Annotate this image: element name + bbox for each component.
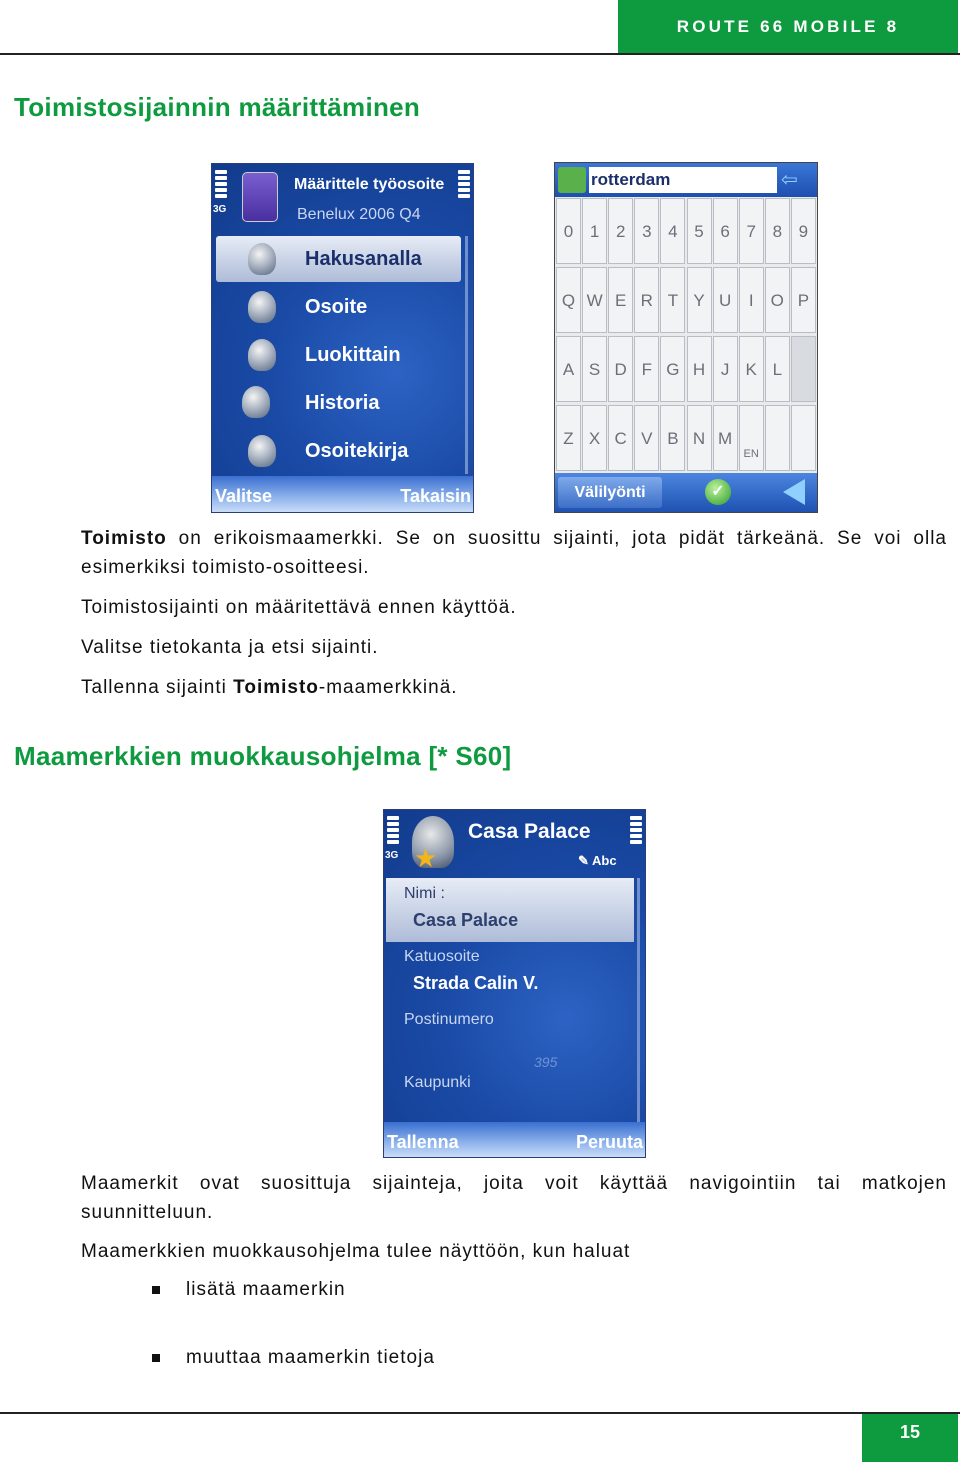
paragraph-office-required: Toimistosijainti on määritettävä ennen käyttöä.	[81, 597, 517, 618]
header-rule	[0, 53, 960, 55]
paragraph-landmarks-intro: Maamerkit ovat suosittuja sijainteja, joita voit käyttää navigointiin tai matkojen suunnitteluun.	[81, 1173, 947, 1223]
menu-item-contacts[interactable]: Osoitekirja	[305, 440, 409, 462]
key[interactable]: J	[713, 336, 738, 402]
search-input[interactable]: rotterdam	[589, 167, 777, 193]
section-heading-office: Toimistosijainnin määrittäminen	[14, 92, 421, 122]
paragraph-office-intro: Toimisto on erikoismaamerkki. Se on suosittu sijainti, jota pidät tärkeänä. Se voi olla esimerkiksi toimisto-osoitteesi.	[81, 528, 947, 578]
key[interactable]: H	[687, 336, 712, 402]
header-title: ROUTE 66 MOBILE 8 Käyttöohje	[618, 0, 958, 53]
key[interactable]: V	[634, 405, 659, 471]
menu-item-category[interactable]: Luokittain	[305, 344, 401, 366]
field-input-name[interactable]: Casa Palace	[413, 910, 519, 930]
paragraph-landmark-editor-when: Maamerkkien muokkausohjelma tulee näyttöön, kun haluat	[81, 1241, 631, 1262]
key[interactable]: T	[660, 267, 685, 333]
softkey-save[interactable]: Tallenna	[387, 1132, 459, 1152]
address-book-icon	[242, 172, 278, 222]
key[interactable]	[765, 405, 790, 471]
address-icon	[248, 291, 276, 323]
search-icon	[558, 167, 586, 193]
bullet-add-landmark: lisätä maamerkin	[186, 1279, 346, 1300]
network-label: 3G	[213, 204, 227, 215]
key[interactable]: EN	[739, 405, 764, 471]
signal-icon	[387, 814, 399, 846]
softkey-cancel[interactable]: Peruuta	[575, 1132, 643, 1152]
key[interactable]: K	[739, 336, 764, 402]
category-icon	[248, 339, 276, 371]
pen-icon: ✎	[578, 853, 593, 868]
field-label-postcode: Postinumero	[404, 1011, 494, 1028]
key[interactable]: L	[765, 336, 790, 402]
confirm-icon[interactable]: ✓	[705, 479, 731, 505]
key[interactable]: U	[713, 267, 738, 333]
history-icon	[242, 386, 270, 418]
phone-screen-keyboard	[554, 162, 818, 513]
field-label-city: Kaupunki	[404, 1074, 471, 1091]
paragraph-save-office: Tallenna sijainti Toimisto-maamerkkinä.	[81, 677, 458, 698]
key[interactable]	[791, 336, 816, 402]
key[interactable]: Y	[687, 267, 712, 333]
bullet-marker	[152, 1354, 160, 1362]
star-icon: ★	[414, 843, 438, 873]
field-label-street: Katuosoite	[404, 948, 480, 965]
space-key[interactable]: Välilyönti	[558, 477, 662, 508]
battery-icon	[630, 814, 642, 846]
key[interactable]: M	[713, 405, 738, 471]
menu-item-keyword[interactable]: Hakusanalla	[305, 248, 422, 270]
scrollbar[interactable]	[465, 236, 468, 474]
backspace-icon[interactable]: ⇦	[781, 169, 798, 191]
key[interactable]: 8	[765, 198, 790, 264]
key[interactable]: R	[634, 267, 659, 333]
signal-icon	[215, 168, 227, 200]
paragraph-choose-db: Valitse tietokanta ja etsi sijainti.	[81, 637, 379, 658]
scrollbar[interactable]	[637, 878, 640, 1122]
screen-title: Määrittele työosoite	[294, 176, 445, 193]
softkey-back[interactable]: Takaisin	[400, 486, 471, 506]
field-label-name: Nimi :	[404, 885, 445, 902]
page-number: 15	[862, 1414, 958, 1462]
map-label: 395	[534, 1054, 558, 1070]
battery-icon	[458, 168, 470, 200]
phone-screen-office-menu	[211, 163, 474, 513]
key[interactable]: D	[608, 336, 633, 402]
contacts-icon	[248, 435, 276, 467]
key[interactable]: N	[687, 405, 712, 471]
key[interactable]: F	[634, 336, 659, 402]
menu-item-address[interactable]: Osoite	[305, 296, 368, 318]
key[interactable]: S	[582, 336, 607, 402]
key[interactable]: O	[765, 267, 790, 333]
search-icon	[248, 243, 276, 275]
key[interactable]: G	[660, 336, 685, 402]
phone-screen-landmark-editor	[383, 809, 646, 1158]
screen-title: Casa Palace	[468, 820, 591, 843]
footer-rule	[0, 1412, 960, 1414]
term-toimisto: Toimisto	[81, 528, 167, 549]
key[interactable]: A	[556, 336, 581, 402]
key[interactable]: 2	[608, 198, 633, 264]
bullet-edit-landmark: muuttaa maamerkin tietoja	[186, 1347, 435, 1368]
key[interactable]: X	[582, 405, 607, 471]
screen-subtitle: Benelux 2006 Q4	[297, 206, 421, 223]
bullet-marker	[152, 1286, 160, 1294]
back-arrow-icon[interactable]	[783, 479, 805, 505]
key[interactable]	[791, 405, 816, 471]
field-input-street[interactable]: Strada Calin V.	[413, 973, 539, 993]
key[interactable]: P	[791, 267, 816, 333]
menu-item-history[interactable]: Historia	[305, 392, 380, 414]
key[interactable]: 4	[660, 198, 685, 264]
key[interactable]: I	[739, 267, 764, 333]
key[interactable]: Q	[556, 267, 581, 333]
network-label: 3G	[385, 850, 399, 861]
key[interactable]: 7	[739, 198, 764, 264]
key[interactable]: Z	[556, 405, 581, 471]
key[interactable]: B	[660, 405, 685, 471]
key[interactable]: 3	[634, 198, 659, 264]
key[interactable]: C	[608, 405, 633, 471]
key[interactable]: W	[582, 267, 607, 333]
key[interactable]: 5	[687, 198, 712, 264]
section-heading-landmark-editor: Maamerkkien muokkausohjelma [* S60]	[14, 741, 512, 771]
input-mode-indicator: ✎ Abc	[578, 853, 617, 868]
key[interactable]: 9	[791, 198, 816, 264]
key[interactable]: 0	[556, 198, 581, 264]
key[interactable]: E	[608, 267, 633, 333]
key[interactable]: 6	[713, 198, 738, 264]
key[interactable]: 1	[582, 198, 607, 264]
softkey-select[interactable]: Valitse	[215, 486, 273, 506]
